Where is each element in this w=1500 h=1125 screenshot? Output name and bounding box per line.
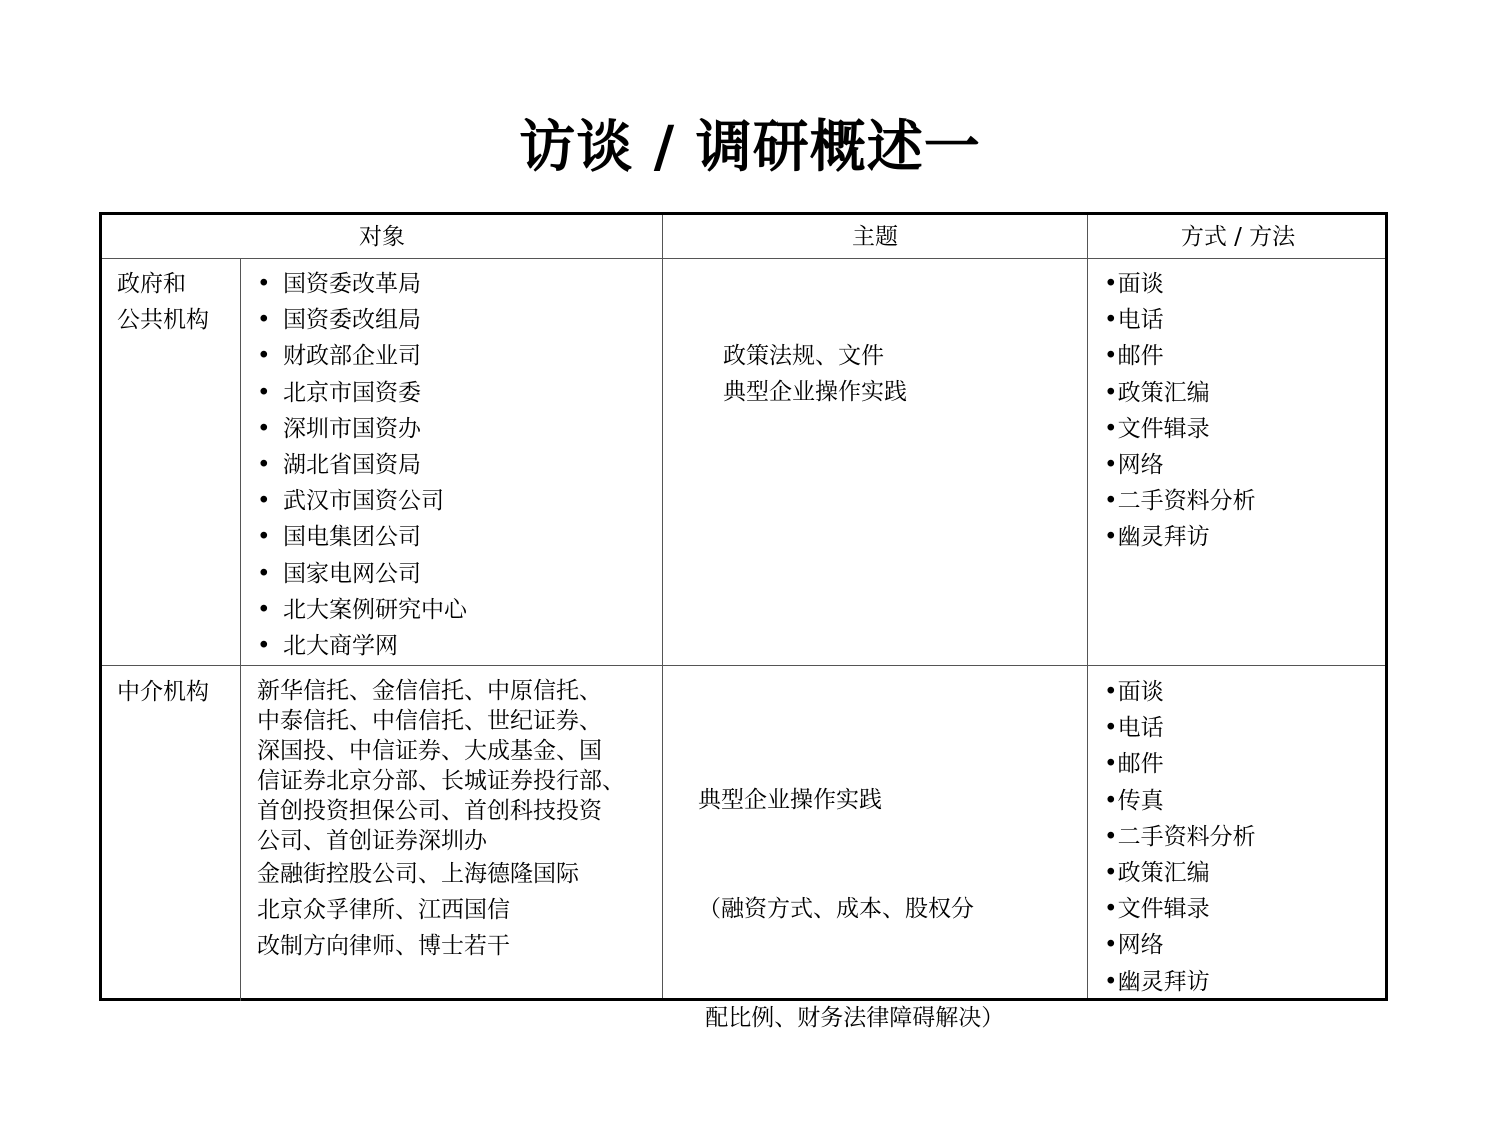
method-list xyxy=(1104,674,1256,1000)
category-line: 中介机构 xyxy=(117,679,209,705)
object-line: 金融街控股公司、上海德隆国际 xyxy=(257,861,579,887)
topic-line: 典型企业操作实践 xyxy=(698,787,882,814)
list-item: • 网络 xyxy=(1104,927,1256,963)
method-list xyxy=(1104,266,1256,556)
list-item: • 幽灵拜访 xyxy=(1104,519,1256,555)
list-item: • 北大案例研究中心 xyxy=(257,592,467,628)
row-divider xyxy=(102,665,1385,666)
object-line: 新华信托、金信信托、中原信托、 xyxy=(257,678,602,704)
row1-category xyxy=(117,266,209,338)
row1-methods xyxy=(1104,266,1256,556)
list-item: • 幽灵拜访 xyxy=(1104,964,1256,1000)
list-item: • 武汉市国资公司 xyxy=(257,483,467,519)
topic-line: 政策法规、文件 xyxy=(723,343,884,369)
list-item: • 国电集团公司 xyxy=(257,519,467,555)
list-item: • 面谈 xyxy=(1104,674,1256,710)
object-list xyxy=(257,266,467,664)
list-item: • 二手资料分析 xyxy=(1104,819,1256,855)
list-item: • 网络 xyxy=(1104,447,1256,483)
list-item: • 二手资料分析 xyxy=(1104,483,1256,519)
list-item: • 政策汇编 xyxy=(1104,855,1256,891)
row1-objects xyxy=(257,266,467,664)
column-divider-method xyxy=(1087,215,1088,998)
list-item: • 国家电网公司 xyxy=(257,556,467,592)
row2-category xyxy=(117,674,209,710)
topic-line: 配比例、财务法律障碍解决） xyxy=(698,1004,1005,1031)
row1-topics xyxy=(723,338,907,410)
list-item: • 电话 xyxy=(1104,302,1256,338)
row2-methods xyxy=(1104,674,1256,1000)
object-line: 中泰信托、中信信托、世纪证券、 xyxy=(257,708,602,734)
list-item: • 邮件 xyxy=(1104,338,1256,374)
row2-topics xyxy=(698,710,1004,1108)
topic-line: 典型企业操作实践 xyxy=(723,379,907,406)
topic-line: （融资方式、成本、股权分 xyxy=(698,896,974,923)
header-object: 对象 xyxy=(359,224,405,250)
row2-objects xyxy=(257,676,667,965)
list-item: • 传真 xyxy=(1104,783,1256,819)
object-line: 首创投资担保公司、首创科技投资 xyxy=(257,798,602,824)
list-item: • 国资委改组局 xyxy=(257,302,467,338)
object-line: 公司、首创证券深圳办 xyxy=(257,828,487,854)
survey-table xyxy=(99,212,1388,1031)
object-paragraph xyxy=(257,676,667,856)
object-line: 深国投、中信证券、大成基金、国 xyxy=(257,738,602,764)
list-item: • 政策汇编 xyxy=(1104,375,1256,411)
header-topic: 主题 xyxy=(852,224,898,250)
page-title: 访谈 / 调研概述一 xyxy=(519,115,981,180)
list-item: • 湖北省国资局 xyxy=(257,447,467,483)
list-item: • 文件辑录 xyxy=(1104,891,1256,927)
list-item: • 面谈 xyxy=(1104,266,1256,302)
list-item: • 财政部企业司 xyxy=(257,338,467,374)
header-method: 方式 / 方法 xyxy=(1180,224,1296,250)
list-item: • 深圳市国资办 xyxy=(257,411,467,447)
list-item: • 国资委改革局 xyxy=(257,266,467,302)
column-divider-category xyxy=(240,258,241,1001)
object-line: 改制方向律师、博士若干 xyxy=(257,933,510,960)
list-item: • 电话 xyxy=(1104,710,1256,746)
category-line: 政府和 xyxy=(117,271,186,297)
object-line: 信证券北京分部、长城证券投行部、 xyxy=(257,768,625,794)
list-item: • 北大商学网 xyxy=(257,628,467,664)
list-item: • 北京市国资委 xyxy=(257,375,467,411)
list-item: • 邮件 xyxy=(1104,746,1256,782)
list-item: • 文件辑录 xyxy=(1104,411,1256,447)
object-line: 北京众孚律所、江西国信 xyxy=(257,897,510,924)
category-line: 公共机构 xyxy=(117,307,209,334)
